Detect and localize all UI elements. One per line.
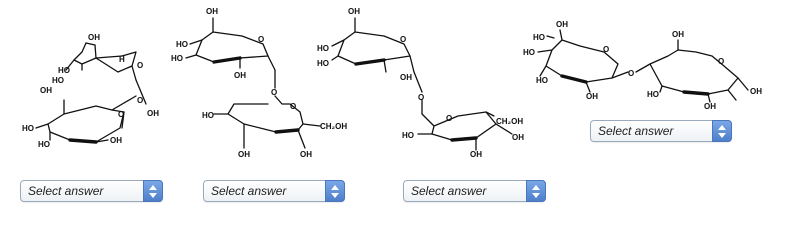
- label-ho-c: HO: [402, 131, 414, 140]
- label-ring-oxygen-b: O: [118, 110, 125, 119]
- updown-chevron-icon[interactable]: [712, 120, 732, 142]
- label-oh-c: OH: [470, 150, 482, 159]
- select-placeholder: Select answer: [28, 184, 104, 198]
- label-ho-a: HO: [317, 44, 329, 53]
- label-oh-a: OH: [234, 71, 246, 80]
- label-ho-a: HO: [523, 48, 535, 57]
- answer-select-1[interactable]: [20, 180, 163, 202]
- label-oh-top: OH: [556, 20, 568, 29]
- label-ho-b: HO: [317, 59, 329, 68]
- label-oh-top: OH: [206, 7, 218, 16]
- label-oh-top2: OH: [672, 30, 684, 39]
- label-ch2oh: CH₂OH: [496, 117, 524, 126]
- label-oh-c: OH: [750, 87, 762, 96]
- label-ring-oxygen-a: O: [400, 35, 407, 44]
- select-placeholder: Select answer: [598, 124, 674, 138]
- label-glycosidic-oxygen: O: [137, 96, 144, 105]
- label-h: H: [119, 55, 125, 64]
- label-ho-b: HO: [647, 90, 659, 99]
- answer-select-4[interactable]: [590, 120, 732, 142]
- label-glycosidic-oxygen: O: [628, 69, 635, 78]
- label-oh-b: OH: [238, 150, 250, 159]
- label-ho-a: HO: [58, 66, 70, 75]
- label-ring-oxygen-b: O: [290, 102, 297, 111]
- label-ho-top: HO: [533, 33, 545, 42]
- label-ho-d: HO: [38, 140, 50, 149]
- label-ho-c: HO: [202, 111, 214, 120]
- label-ch2oh: CH₂OH: [320, 122, 348, 131]
- label-oh-a: OH: [400, 73, 412, 82]
- label-ho-a: HO: [176, 40, 188, 49]
- left-ring-bonds: [538, 30, 628, 92]
- label-glycosidic-oxygen: O: [418, 93, 425, 102]
- label-ring-oxygen-a: O: [258, 35, 265, 44]
- label-glycosidic-oxygen: O: [271, 88, 278, 97]
- label-oh-b: OH: [704, 102, 716, 111]
- label-oh-b: OH: [40, 86, 52, 95]
- select-placeholder: Select answer: [211, 184, 287, 198]
- label-ring-oxygen-a: O: [603, 45, 610, 54]
- label-ho-c: HO: [22, 124, 34, 133]
- label-ring-oxygen-b: O: [718, 57, 725, 66]
- label-oh-c: OH: [300, 150, 312, 159]
- label-oh-c: OH: [110, 136, 122, 145]
- answer-select-2[interactable]: [203, 180, 345, 202]
- label-oh-top: OH: [348, 7, 360, 16]
- label-oh-top: OH: [88, 33, 100, 42]
- label-oh-a: OH: [586, 92, 598, 101]
- label-oh-a: OH: [147, 109, 159, 118]
- updown-chevron-icon[interactable]: [325, 180, 345, 202]
- label-oh-b: OH: [512, 133, 524, 142]
- label-ho-c: HO: [536, 76, 548, 85]
- select-placeholder: Select answer: [411, 184, 487, 198]
- updown-chevron-icon[interactable]: [526, 180, 546, 202]
- label-ho-b: HO: [52, 76, 64, 85]
- label-ring-oxygen-b: O: [446, 114, 453, 123]
- updown-chevron-icon[interactable]: [143, 180, 163, 202]
- label-ho-b: HO: [171, 54, 183, 63]
- label-ring-oxygen-a: O: [137, 61, 144, 70]
- answer-select-3[interactable]: [403, 180, 546, 202]
